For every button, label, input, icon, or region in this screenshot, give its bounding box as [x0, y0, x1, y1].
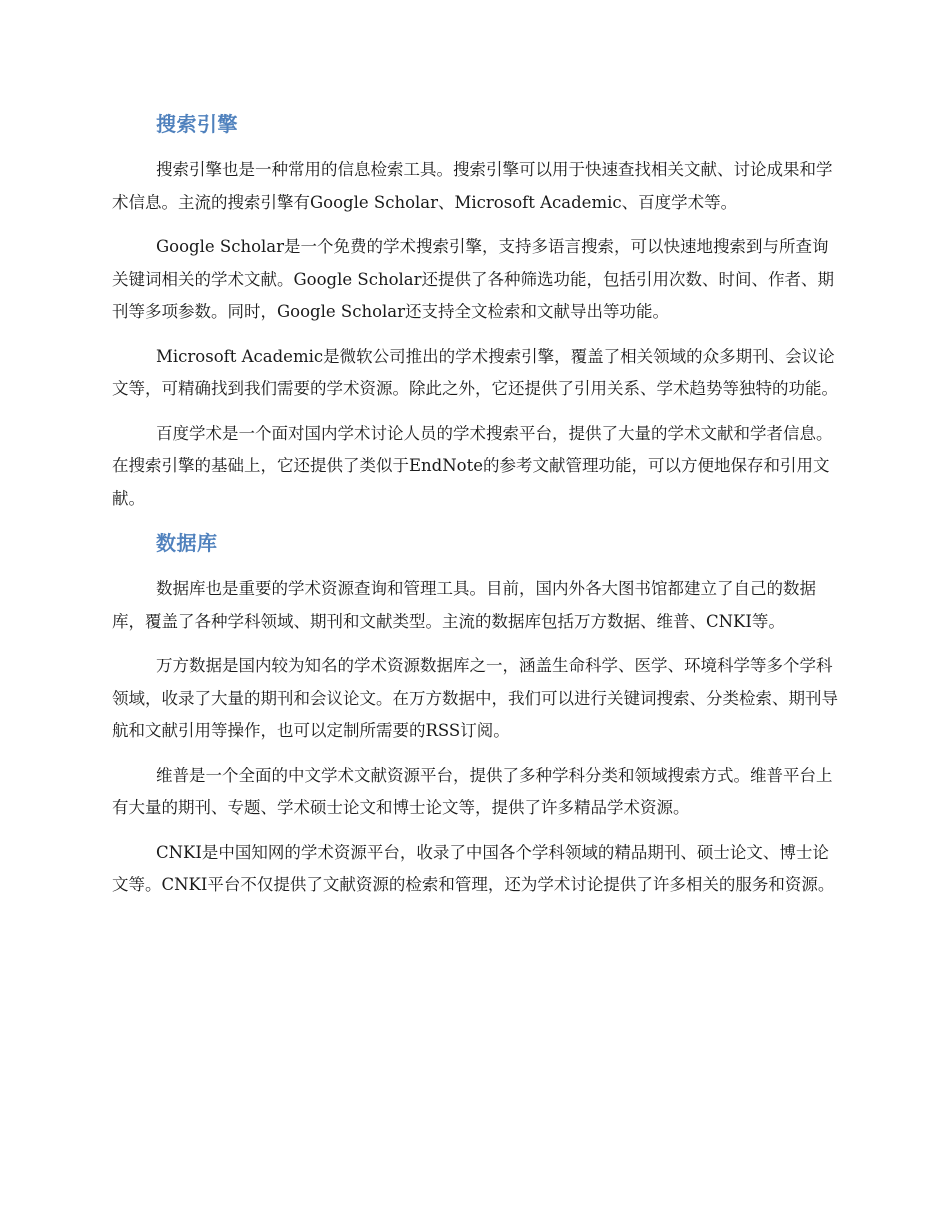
section-search-engines: [112, 108, 840, 515]
paragraph: 数据库也是重要的学术资源查询和管理工具。目前，国内外各大图书馆都建立了自己的数据库，覆盖了各种学科领域、期刊和文献类型。主流的数据库包括万方数据、维普、CNKI等。: [112, 579, 816, 631]
paragraph: 万方数据是国内较为知名的学术资源数据库之一，涵盖生命科学、医学、环境科学等多个学科领域，收录了大量的期刊和会议论文。在万方数据中，我们可以进行关键词搜索、分类检索、期刊导航和文献引用等操作，也可以定制所需要的RSS订阅。: [112, 656, 838, 740]
paragraph: Google Scholar是一个免费的学术搜索引擎，支持多语言搜索，可以快速地搜索到与所查询关键词相关的学术文献。Google Scholar还提供了各种筛选功能，包括引用次数、时间、作者、期刊等多项参数。同时，Google Scholar还支持全文检索和文献导出等功能。: [112, 237, 835, 321]
section-heading: 数据库: [156, 531, 218, 555]
paragraph: 维普是一个全面的中文学术文献资源平台，提供了多种学科分类和领域搜索方式。维普平台上有大量的期刊、专题、学术硕士论文和博士论文等，提供了许多精品学术资源。: [112, 765, 833, 817]
document-page: [112, 108, 840, 914]
paragraph: 搜索引擎也是一种常用的信息检索工具。搜索引擎可以用于快速查找相关文献、讨论成果和学术信息。主流的搜索引擎有Google Scholar、Microsoft Academic、百度学术等。: [112, 160, 833, 212]
paragraph: 百度学术是一个面对国内学术讨论人员的学术搜索平台，提供了大量的学术文献和学者信息。在搜索引擎的基础上，它还提供了类似于EndNote的参考文献管理功能，可以方便地保存和引用文献。: [112, 423, 833, 508]
paragraph: CNKI是中国知网的学术资源平台，收录了中国各个学科领域的精品期刊、硕士论文、博士论文等。CNKI平台不仅提供了文献资源的检索和管理，还为学术讨论提供了许多相关的服务和资源。: [112, 842, 835, 894]
paragraph: Microsoft Academic是微软公司推出的学术搜索引擎，覆盖了相关领域的众多期刊、会议论文等，可精确找到我们需要的学术资源。除此之外，它还提供了引用关系、学术趋势等独特的功能。: [112, 346, 838, 398]
section-heading: 搜索引擎: [156, 112, 238, 136]
section-databases: [112, 527, 840, 902]
